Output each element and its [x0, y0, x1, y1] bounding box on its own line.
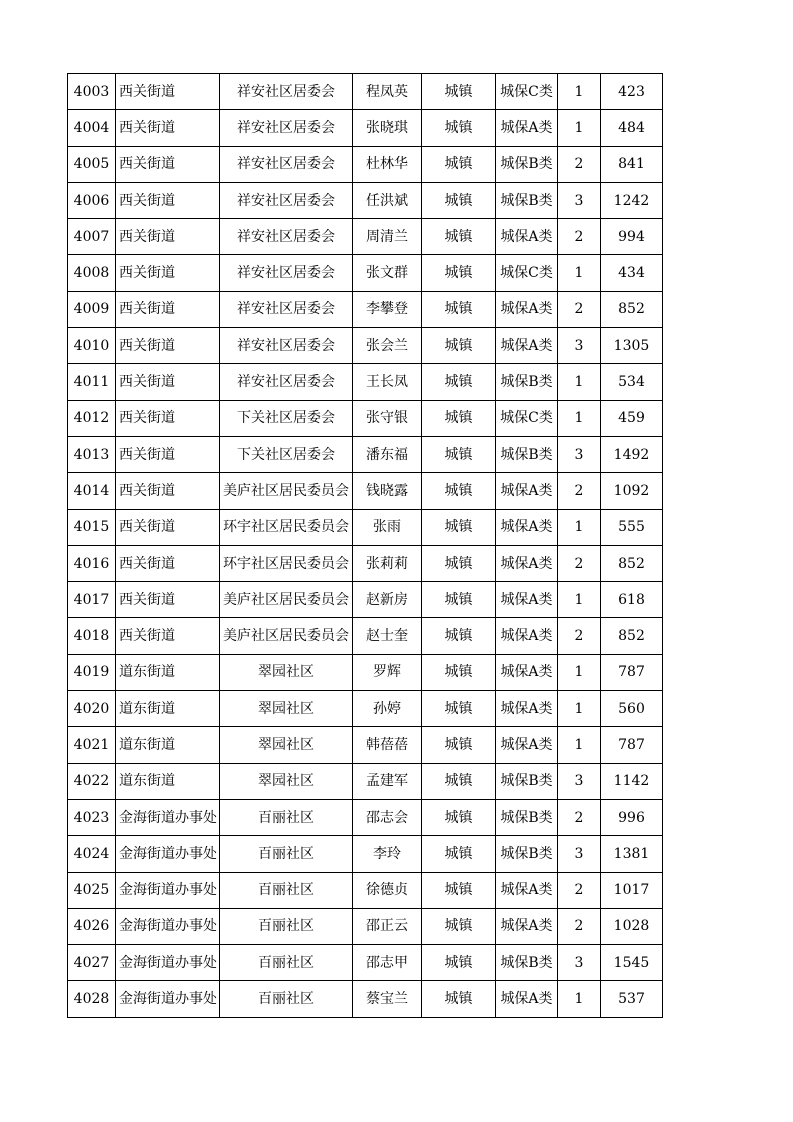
table-row [68, 545, 663, 581]
name-cell: 赵士奎 [353, 618, 422, 654]
area-type-cell: 城镇 [422, 872, 496, 908]
household-count-cell: 1 [558, 981, 601, 1017]
street-cell: 西关街道 [116, 328, 220, 364]
area-type-cell: 城镇 [422, 74, 496, 110]
street-cell: 西关街道 [116, 291, 220, 327]
table-row [68, 727, 663, 763]
table-row [68, 436, 663, 472]
record-id-cell: 4025 [68, 872, 116, 908]
street-cell: 道东街道 [116, 763, 220, 799]
table-row [68, 364, 663, 400]
table-row [68, 618, 663, 654]
table-row [68, 255, 663, 291]
community-cell: 祥安社区居委会 [220, 291, 353, 327]
area-type-cell: 城镇 [422, 509, 496, 545]
amount-cell: 537 [601, 981, 663, 1017]
community-cell: 环宇社区居民委员会 [220, 509, 353, 545]
category-cell: 城保B类 [496, 799, 558, 835]
record-id-cell: 4017 [68, 582, 116, 618]
record-id-cell: 4006 [68, 182, 116, 218]
area-type-cell: 城镇 [422, 836, 496, 872]
name-cell: 张雨 [353, 509, 422, 545]
community-cell: 翠园社区 [220, 763, 353, 799]
record-id-cell: 4019 [68, 654, 116, 690]
record-id-cell: 4016 [68, 545, 116, 581]
street-cell: 西关街道 [116, 182, 220, 218]
category-cell: 城保A类 [496, 328, 558, 364]
record-id-cell: 4009 [68, 291, 116, 327]
household-count-cell: 1 [558, 400, 601, 436]
community-cell: 祥安社区居委会 [220, 219, 353, 255]
name-cell: 张晓琪 [353, 110, 422, 146]
community-cell: 下关社区居委会 [220, 400, 353, 436]
community-cell: 祥安社区居委会 [220, 182, 353, 218]
record-id-cell: 4012 [68, 400, 116, 436]
amount-cell: 1545 [601, 945, 663, 981]
table-row [68, 691, 663, 727]
household-count-cell: 2 [558, 291, 601, 327]
household-count-cell: 2 [558, 545, 601, 581]
community-cell: 翠园社区 [220, 654, 353, 690]
community-cell: 百丽社区 [220, 945, 353, 981]
amount-cell: 1305 [601, 328, 663, 364]
street-cell: 金海街道办事处 [116, 799, 220, 835]
category-cell: 城保A类 [496, 110, 558, 146]
amount-cell: 423 [601, 74, 663, 110]
table-row [68, 146, 663, 182]
record-id-cell: 4011 [68, 364, 116, 400]
street-cell: 西关街道 [116, 545, 220, 581]
table-row [68, 110, 663, 146]
category-cell: 城保C类 [496, 400, 558, 436]
community-cell: 下关社区居委会 [220, 436, 353, 472]
record-id-cell: 4024 [68, 836, 116, 872]
table-row [68, 473, 663, 509]
name-cell: 张文群 [353, 255, 422, 291]
street-cell: 西关街道 [116, 436, 220, 472]
street-cell: 西关街道 [116, 219, 220, 255]
table-row [68, 509, 663, 545]
category-cell: 城保A类 [496, 727, 558, 763]
table-row [68, 182, 663, 218]
amount-cell: 852 [601, 618, 663, 654]
name-cell: 李玲 [353, 836, 422, 872]
community-cell: 祥安社区居委会 [220, 328, 353, 364]
name-cell: 邵志甲 [353, 945, 422, 981]
category-cell: 城保B类 [496, 945, 558, 981]
category-cell: 城保B类 [496, 836, 558, 872]
category-cell: 城保A类 [496, 908, 558, 944]
amount-cell: 1381 [601, 836, 663, 872]
area-type-cell: 城镇 [422, 618, 496, 654]
name-cell: 韩蓓蓓 [353, 727, 422, 763]
table-row [68, 328, 663, 364]
record-id-cell: 4027 [68, 945, 116, 981]
area-type-cell: 城镇 [422, 908, 496, 944]
street-cell: 金海街道办事处 [116, 872, 220, 908]
community-cell: 百丽社区 [220, 836, 353, 872]
table-row [68, 763, 663, 799]
table-row [68, 945, 663, 981]
name-cell: 张莉莉 [353, 545, 422, 581]
amount-cell: 555 [601, 509, 663, 545]
amount-cell: 1492 [601, 436, 663, 472]
table-row [68, 582, 663, 618]
household-count-cell: 3 [558, 436, 601, 472]
street-cell: 西关街道 [116, 618, 220, 654]
name-cell: 张守银 [353, 400, 422, 436]
amount-cell: 1092 [601, 473, 663, 509]
table-row [68, 654, 663, 690]
community-cell: 祥安社区居委会 [220, 146, 353, 182]
amount-cell: 994 [601, 219, 663, 255]
household-count-cell: 3 [558, 763, 601, 799]
street-cell: 金海街道办事处 [116, 945, 220, 981]
category-cell: 城保B类 [496, 436, 558, 472]
category-cell: 城保A类 [496, 691, 558, 727]
record-id-cell: 4020 [68, 691, 116, 727]
street-cell: 西关街道 [116, 74, 220, 110]
name-cell: 周清兰 [353, 219, 422, 255]
household-count-cell: 2 [558, 908, 601, 944]
table-body [68, 74, 663, 1018]
name-cell: 邵志会 [353, 799, 422, 835]
benefit-table [67, 73, 663, 1018]
community-cell: 环宇社区居民委员会 [220, 545, 353, 581]
area-type-cell: 城镇 [422, 473, 496, 509]
area-type-cell: 城镇 [422, 763, 496, 799]
amount-cell: 852 [601, 545, 663, 581]
household-count-cell: 2 [558, 618, 601, 654]
area-type-cell: 城镇 [422, 110, 496, 146]
amount-cell: 484 [601, 110, 663, 146]
household-count-cell: 2 [558, 219, 601, 255]
area-type-cell: 城镇 [422, 981, 496, 1017]
street-cell: 西关街道 [116, 110, 220, 146]
record-id-cell: 4015 [68, 509, 116, 545]
amount-cell: 560 [601, 691, 663, 727]
table-row [68, 908, 663, 944]
household-count-cell: 1 [558, 364, 601, 400]
category-cell: 城保A类 [496, 654, 558, 690]
amount-cell: 787 [601, 727, 663, 763]
category-cell: 城保A类 [496, 582, 558, 618]
name-cell: 钱晓露 [353, 473, 422, 509]
area-type-cell: 城镇 [422, 691, 496, 727]
area-type-cell: 城镇 [422, 291, 496, 327]
record-id-cell: 4007 [68, 219, 116, 255]
category-cell: 城保A类 [496, 509, 558, 545]
amount-cell: 1142 [601, 763, 663, 799]
household-count-cell: 2 [558, 473, 601, 509]
household-count-cell: 2 [558, 799, 601, 835]
street-cell: 西关街道 [116, 146, 220, 182]
table-row [68, 74, 663, 110]
record-id-cell: 4008 [68, 255, 116, 291]
record-id-cell: 4023 [68, 799, 116, 835]
community-cell: 百丽社区 [220, 799, 353, 835]
category-cell: 城保A类 [496, 872, 558, 908]
street-cell: 金海街道办事处 [116, 836, 220, 872]
name-cell: 罗辉 [353, 654, 422, 690]
community-cell: 祥安社区居委会 [220, 110, 353, 146]
name-cell: 徐德贞 [353, 872, 422, 908]
community-cell: 美庐社区居民委员会 [220, 582, 353, 618]
category-cell: 城保C类 [496, 74, 558, 110]
area-type-cell: 城镇 [422, 945, 496, 981]
name-cell: 孟建军 [353, 763, 422, 799]
table-row [68, 981, 663, 1017]
category-cell: 城保B类 [496, 763, 558, 799]
record-id-cell: 4004 [68, 110, 116, 146]
name-cell: 蔡宝兰 [353, 981, 422, 1017]
street-cell: 西关街道 [116, 473, 220, 509]
amount-cell: 996 [601, 799, 663, 835]
household-count-cell: 3 [558, 328, 601, 364]
area-type-cell: 城镇 [422, 654, 496, 690]
category-cell: 城保B类 [496, 146, 558, 182]
area-type-cell: 城镇 [422, 727, 496, 763]
community-cell: 美庐社区居民委员会 [220, 618, 353, 654]
amount-cell: 1242 [601, 182, 663, 218]
record-id-cell: 4010 [68, 328, 116, 364]
amount-cell: 1017 [601, 872, 663, 908]
category-cell: 城保A类 [496, 473, 558, 509]
amount-cell: 459 [601, 400, 663, 436]
table-row [68, 219, 663, 255]
name-cell: 任洪斌 [353, 182, 422, 218]
table-row [68, 872, 663, 908]
name-cell: 孙婷 [353, 691, 422, 727]
community-cell: 翠园社区 [220, 727, 353, 763]
street-cell: 西关街道 [116, 400, 220, 436]
category-cell: 城保B类 [496, 182, 558, 218]
household-count-cell: 1 [558, 255, 601, 291]
household-count-cell: 3 [558, 182, 601, 218]
name-cell: 王长凤 [353, 364, 422, 400]
community-cell: 祥安社区居委会 [220, 255, 353, 291]
amount-cell: 534 [601, 364, 663, 400]
household-count-cell: 1 [558, 110, 601, 146]
table-row [68, 836, 663, 872]
name-cell: 程凤英 [353, 74, 422, 110]
street-cell: 道东街道 [116, 727, 220, 763]
amount-cell: 852 [601, 291, 663, 327]
category-cell: 城保A类 [496, 291, 558, 327]
household-count-cell: 1 [558, 509, 601, 545]
street-cell: 金海街道办事处 [116, 908, 220, 944]
household-count-cell: 1 [558, 582, 601, 618]
category-cell: 城保A类 [496, 219, 558, 255]
category-cell: 城保C类 [496, 255, 558, 291]
amount-cell: 618 [601, 582, 663, 618]
household-count-cell: 3 [558, 836, 601, 872]
category-cell: 城保A类 [496, 618, 558, 654]
name-cell: 杜林华 [353, 146, 422, 182]
table-row [68, 291, 663, 327]
area-type-cell: 城镇 [422, 545, 496, 581]
record-id-cell: 4028 [68, 981, 116, 1017]
name-cell: 邵正云 [353, 908, 422, 944]
street-cell: 西关街道 [116, 582, 220, 618]
area-type-cell: 城镇 [422, 255, 496, 291]
area-type-cell: 城镇 [422, 328, 496, 364]
household-count-cell: 2 [558, 872, 601, 908]
community-cell: 翠园社区 [220, 691, 353, 727]
community-cell: 美庐社区居民委员会 [220, 473, 353, 509]
area-type-cell: 城镇 [422, 799, 496, 835]
record-id-cell: 4003 [68, 74, 116, 110]
household-count-cell: 3 [558, 945, 601, 981]
record-id-cell: 4018 [68, 618, 116, 654]
category-cell: 城保B类 [496, 364, 558, 400]
name-cell: 赵新房 [353, 582, 422, 618]
household-count-cell: 1 [558, 727, 601, 763]
area-type-cell: 城镇 [422, 146, 496, 182]
street-cell: 道东街道 [116, 691, 220, 727]
area-type-cell: 城镇 [422, 400, 496, 436]
street-cell: 西关街道 [116, 255, 220, 291]
community-cell: 祥安社区居委会 [220, 74, 353, 110]
community-cell: 百丽社区 [220, 872, 353, 908]
name-cell: 李攀登 [353, 291, 422, 327]
name-cell: 张会兰 [353, 328, 422, 364]
street-cell: 西关街道 [116, 509, 220, 545]
community-cell: 百丽社区 [220, 981, 353, 1017]
amount-cell: 434 [601, 255, 663, 291]
community-cell: 百丽社区 [220, 908, 353, 944]
street-cell: 西关街道 [116, 364, 220, 400]
area-type-cell: 城镇 [422, 364, 496, 400]
area-type-cell: 城镇 [422, 436, 496, 472]
record-id-cell: 4014 [68, 473, 116, 509]
record-id-cell: 4021 [68, 727, 116, 763]
household-count-cell: 2 [558, 146, 601, 182]
name-cell: 潘东福 [353, 436, 422, 472]
record-id-cell: 4013 [68, 436, 116, 472]
record-id-cell: 4022 [68, 763, 116, 799]
category-cell: 城保A类 [496, 981, 558, 1017]
community-cell: 祥安社区居委会 [220, 364, 353, 400]
table-row [68, 400, 663, 436]
street-cell: 道东街道 [116, 654, 220, 690]
amount-cell: 841 [601, 146, 663, 182]
household-count-cell: 1 [558, 691, 601, 727]
table-row [68, 799, 663, 835]
record-id-cell: 4026 [68, 908, 116, 944]
amount-cell: 787 [601, 654, 663, 690]
area-type-cell: 城镇 [422, 219, 496, 255]
amount-cell: 1028 [601, 908, 663, 944]
record-id-cell: 4005 [68, 146, 116, 182]
street-cell: 金海街道办事处 [116, 981, 220, 1017]
household-count-cell: 1 [558, 74, 601, 110]
area-type-cell: 城镇 [422, 182, 496, 218]
household-count-cell: 1 [558, 654, 601, 690]
category-cell: 城保A类 [496, 545, 558, 581]
area-type-cell: 城镇 [422, 582, 496, 618]
